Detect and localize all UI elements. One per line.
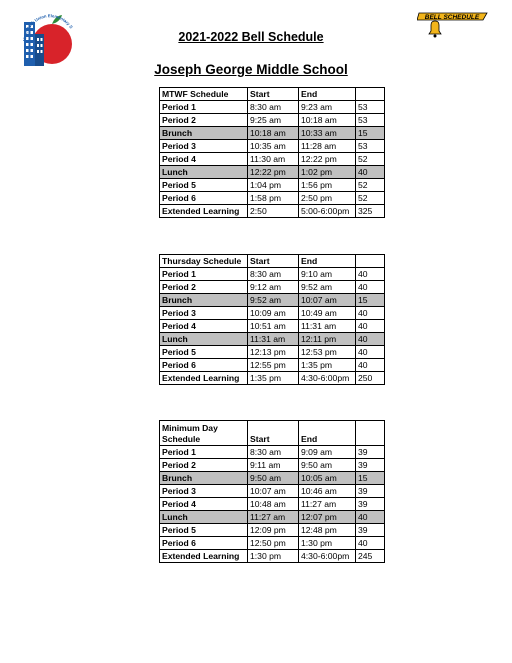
- minutes-cell: 250: [356, 372, 385, 385]
- header-cell: End: [299, 88, 356, 101]
- end-time-cell: 10:49 am: [299, 307, 356, 320]
- document-title: 2021-2022 Bell Schedule: [178, 30, 324, 44]
- table-row: [160, 153, 385, 166]
- table-header-row: [160, 255, 385, 268]
- period-name-cell: Period 2: [160, 459, 248, 472]
- table-row: [160, 205, 385, 218]
- period-name-cell: Period 2: [160, 281, 248, 294]
- period-name-cell: Period 5: [160, 524, 248, 537]
- period-name-cell: Period 2: [160, 114, 248, 127]
- start-time-cell: 10:18 am: [248, 127, 299, 140]
- table-row: [160, 320, 385, 333]
- end-time-cell: 12:22 pm: [299, 153, 356, 166]
- end-time-cell: 1:35 pm: [299, 359, 356, 372]
- start-time-cell: 10:07 am: [248, 485, 299, 498]
- table-row: [160, 485, 385, 498]
- minutes-cell: 40: [356, 307, 385, 320]
- start-time-cell: 2:50: [248, 205, 299, 218]
- table-row: [160, 268, 385, 281]
- table-row: [160, 459, 385, 472]
- start-time-cell: 8:30 am: [248, 101, 299, 114]
- start-time-cell: 1:35 pm: [248, 372, 299, 385]
- table-row: [160, 372, 385, 385]
- start-time-cell: 9:12 am: [248, 281, 299, 294]
- minutes-cell: 39: [356, 485, 385, 498]
- start-time-cell: 12:13 pm: [248, 346, 299, 359]
- minutes-cell: 40: [356, 537, 385, 550]
- table-header-row: [160, 88, 385, 101]
- table-row: [160, 114, 385, 127]
- table-row: [160, 446, 385, 459]
- school-name: Joseph George Middle School: [154, 62, 348, 77]
- minutes-cell: 15: [356, 472, 385, 485]
- end-time-cell: 9:10 am: [299, 268, 356, 281]
- header-cell: End: [299, 255, 356, 268]
- end-time-cell: 1:02 pm: [299, 166, 356, 179]
- header-cell: Start: [248, 421, 299, 446]
- start-time-cell: 10:09 am: [248, 307, 299, 320]
- period-name-cell: Period 1: [160, 268, 248, 281]
- period-name-cell: Period 5: [160, 179, 248, 192]
- end-time-cell: 12:11 pm: [299, 333, 356, 346]
- period-name-cell: Period 4: [160, 153, 248, 166]
- start-time-cell: 8:30 am: [248, 446, 299, 459]
- header-cell: Thursday Schedule: [160, 255, 248, 268]
- start-time-cell: 12:09 pm: [248, 524, 299, 537]
- table-row: [160, 511, 385, 524]
- header-cell: [356, 255, 385, 268]
- table-row: [160, 524, 385, 537]
- end-time-cell: 10:07 am: [299, 294, 356, 307]
- end-time-cell: 12:48 pm: [299, 524, 356, 537]
- start-time-cell: 9:25 am: [248, 114, 299, 127]
- period-name-cell: Lunch: [160, 166, 248, 179]
- minutes-cell: 53: [356, 101, 385, 114]
- period-name-cell: Brunch: [160, 294, 248, 307]
- header-cell: [356, 421, 385, 446]
- table-row: [160, 537, 385, 550]
- end-time-cell: 11:27 am: [299, 498, 356, 511]
- minutes-cell: 40: [356, 333, 385, 346]
- end-time-cell: 12:53 pm: [299, 346, 356, 359]
- end-time-cell: 4:30-6:00pm: [299, 550, 356, 563]
- minutes-cell: 52: [356, 192, 385, 205]
- period-name-cell: Brunch: [160, 127, 248, 140]
- period-name-cell: Brunch: [160, 472, 248, 485]
- table-row: [160, 140, 385, 153]
- minutes-cell: 53: [356, 140, 385, 153]
- minutes-cell: 53: [356, 114, 385, 127]
- table-row: [160, 472, 385, 485]
- table-row: [160, 346, 385, 359]
- minutes-cell: 52: [356, 179, 385, 192]
- header-cell: End: [299, 421, 356, 446]
- table-row: [160, 101, 385, 114]
- period-name-cell: Period 3: [160, 307, 248, 320]
- end-time-cell: 11:31 am: [299, 320, 356, 333]
- header-cell: [356, 88, 385, 101]
- period-name-cell: Period 3: [160, 485, 248, 498]
- schedule-table-mtwf: [159, 87, 385, 218]
- minutes-cell: 15: [356, 127, 385, 140]
- table-row: [160, 281, 385, 294]
- end-time-cell: 10:46 am: [299, 485, 356, 498]
- schedule-table-minimum-day: [159, 420, 385, 563]
- start-time-cell: 12:22 pm: [248, 166, 299, 179]
- district-logo-text: Alum Rock Union Elementary S: [21, 13, 74, 43]
- header-cell: Start: [248, 255, 299, 268]
- period-name-cell: Period 3: [160, 140, 248, 153]
- period-name-cell: Period 4: [160, 498, 248, 511]
- period-name-cell: Period 6: [160, 192, 248, 205]
- start-time-cell: 12:50 pm: [248, 537, 299, 550]
- start-time-cell: 1:30 pm: [248, 550, 299, 563]
- end-time-cell: 1:56 pm: [299, 179, 356, 192]
- minutes-cell: 15: [356, 294, 385, 307]
- minutes-cell: 40: [356, 346, 385, 359]
- minutes-cell: 40: [356, 359, 385, 372]
- table-row: [160, 307, 385, 320]
- minutes-cell: 39: [356, 459, 385, 472]
- header-cell: Minimum Day Schedule: [160, 421, 248, 446]
- start-time-cell: 11:31 am: [248, 333, 299, 346]
- minutes-cell: 40: [356, 320, 385, 333]
- table-row: [160, 498, 385, 511]
- period-name-cell: Period 1: [160, 101, 248, 114]
- end-time-cell: 9:50 am: [299, 459, 356, 472]
- table-row: [160, 550, 385, 563]
- schedule-table-thursday: [159, 254, 385, 385]
- start-time-cell: 9:50 am: [248, 472, 299, 485]
- header-cell: MTWF Schedule: [160, 88, 248, 101]
- minutes-cell: 39: [356, 524, 385, 537]
- bell-schedule-logo-text: BELL SCHEDULE: [424, 14, 480, 21]
- table-row: [160, 333, 385, 346]
- start-time-cell: 12:55 pm: [248, 359, 299, 372]
- period-name-cell: Period 5: [160, 346, 248, 359]
- start-time-cell: 10:51 am: [248, 320, 299, 333]
- period-name-cell: Extended Learning: [160, 550, 248, 563]
- end-time-cell: 9:23 am: [299, 101, 356, 114]
- end-time-cell: 2:50 pm: [299, 192, 356, 205]
- start-time-cell: 9:11 am: [248, 459, 299, 472]
- start-time-cell: 1:58 pm: [248, 192, 299, 205]
- end-time-cell: 11:28 am: [299, 140, 356, 153]
- end-time-cell: 1:30 pm: [299, 537, 356, 550]
- period-name-cell: Lunch: [160, 333, 248, 346]
- minutes-cell: 39: [356, 498, 385, 511]
- period-name-cell: Period 6: [160, 359, 248, 372]
- table-row: [160, 294, 385, 307]
- end-time-cell: 9:09 am: [299, 446, 356, 459]
- header-cell: Start: [248, 88, 299, 101]
- start-time-cell: 11:30 am: [248, 153, 299, 166]
- period-name-cell: Period 1: [160, 446, 248, 459]
- start-time-cell: 9:52 am: [248, 294, 299, 307]
- period-name-cell: Period 6: [160, 537, 248, 550]
- start-time-cell: 11:27 am: [248, 511, 299, 524]
- minutes-cell: 39: [356, 446, 385, 459]
- minutes-cell: 52: [356, 153, 385, 166]
- end-time-cell: 9:52 am: [299, 281, 356, 294]
- table-row: [160, 179, 385, 192]
- start-time-cell: 1:04 pm: [248, 179, 299, 192]
- period-name-cell: Lunch: [160, 511, 248, 524]
- end-time-cell: 12:07 pm: [299, 511, 356, 524]
- minutes-cell: 245: [356, 550, 385, 563]
- start-time-cell: 8:30 am: [248, 268, 299, 281]
- end-time-cell: 4:30-6:00pm: [299, 372, 356, 385]
- period-name-cell: Period 4: [160, 320, 248, 333]
- table-row: [160, 192, 385, 205]
- table-row: [160, 127, 385, 140]
- minutes-cell: 325: [356, 205, 385, 218]
- period-name-cell: Extended Learning: [160, 372, 248, 385]
- end-time-cell: 10:05 am: [299, 472, 356, 485]
- minutes-cell: 40: [356, 281, 385, 294]
- end-time-cell: 10:18 am: [299, 114, 356, 127]
- start-time-cell: 10:48 am: [248, 498, 299, 511]
- table-row: [160, 359, 385, 372]
- table-row: [160, 166, 385, 179]
- end-time-cell: 10:33 am: [299, 127, 356, 140]
- end-time-cell: 5:00-6:00pm: [299, 205, 356, 218]
- start-time-cell: 10:35 am: [248, 140, 299, 153]
- table-header-row: [160, 421, 385, 446]
- minutes-cell: 40: [356, 268, 385, 281]
- minutes-cell: 40: [356, 166, 385, 179]
- minutes-cell: 40: [356, 511, 385, 524]
- period-name-cell: Extended Learning: [160, 205, 248, 218]
